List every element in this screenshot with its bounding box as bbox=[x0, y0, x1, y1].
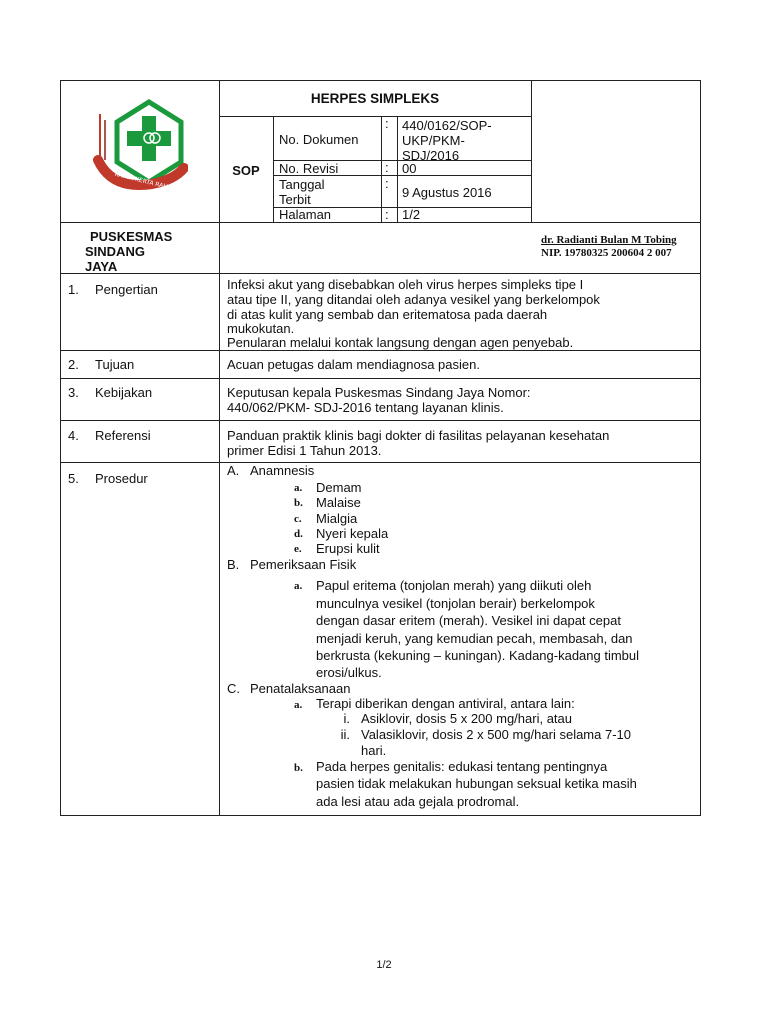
prosedur-a-marker: A. bbox=[227, 463, 240, 478]
anamnesis-item: Mialgia bbox=[316, 511, 358, 526]
list-marker: a. bbox=[294, 699, 303, 711]
sop-label: SOP bbox=[232, 163, 260, 178]
list-marker: a. bbox=[294, 482, 303, 494]
meta-label-no-dokumen: No. Dokumen bbox=[279, 132, 359, 147]
section-label-prosedur: Prosedur bbox=[95, 471, 148, 486]
list-marker: a. bbox=[294, 580, 303, 592]
page-number: 1/2 bbox=[376, 959, 392, 971]
org-name-line: SINDANG bbox=[85, 244, 145, 259]
org-name-line: PUSKESMAS bbox=[90, 229, 173, 244]
roman-marker: ii. bbox=[340, 727, 350, 742]
section-label-kebijakan: Kebijakan bbox=[95, 385, 153, 400]
terapi-line: Asiklovir, dosis 5 x 200 mg/hari, atau bbox=[361, 711, 572, 726]
meta-label-tanggal: Tanggal bbox=[279, 177, 325, 192]
document-title: HERPES SIMPLEKS bbox=[310, 91, 440, 106]
meta-sep: : bbox=[385, 207, 389, 222]
meta-sep: : bbox=[385, 160, 389, 175]
pengertian-line: atau tipe II, yang ditandai oleh adanya vesikel yang berkelompok bbox=[227, 292, 600, 307]
pemeriksaan-line: menjadi keruh, yang kemudian pecah, membasah, dan bbox=[316, 631, 633, 646]
anamnesis-item: Nyeri kepala bbox=[316, 526, 389, 541]
signer-name: dr. Radianti Bulan M Tobing bbox=[541, 234, 677, 246]
roman-marker: i. bbox=[343, 711, 350, 726]
meta-value-line: 440/0162/SOP- bbox=[402, 118, 492, 133]
anamnesis-item: Malaise bbox=[316, 495, 361, 510]
section-number: 3. bbox=[68, 385, 79, 400]
org-name-line: JAYA bbox=[85, 259, 118, 274]
puskesmas-logo bbox=[92, 98, 188, 196]
meta-value-tanggal-terbit: 9 Agustus 2016 bbox=[402, 185, 492, 200]
referensi-line: Panduan praktik klinis bagi dokter di fasilitas pelayanan kesehatan bbox=[227, 428, 610, 443]
anamnesis-item: Erupsi kulit bbox=[316, 541, 380, 556]
kebijakan-line: Keputusan kepala Puskesmas Sindang Jaya Nomor: bbox=[227, 385, 531, 400]
pengertian-line: mukokutan. bbox=[227, 321, 295, 336]
tujuan-line: Acuan petugas dalam mendiagnosa pasien. bbox=[227, 357, 480, 372]
list-marker: c. bbox=[294, 513, 302, 525]
meta-value-halaman: 1/2 bbox=[402, 207, 421, 222]
anamnesis-item: Demam bbox=[316, 480, 362, 495]
pemeriksaan-line: berkrusta (kekuning – kuningan). Kadang-kadang timbul bbox=[316, 648, 640, 663]
prosedur-c-title: Penatalaksanaan bbox=[250, 681, 351, 696]
prosedur-c-marker: C. bbox=[227, 681, 240, 696]
meta-label-terbit: Terbit bbox=[279, 192, 311, 207]
pengertian-line: Infeksi akut yang disebabkan oleh virus herpes simpleks tipe I bbox=[227, 277, 584, 292]
section-label-pengertian: Pengertian bbox=[95, 282, 158, 297]
meta-sep: : bbox=[385, 116, 389, 131]
penatalaksanaan-a-text: Terapi diberikan dengan antiviral, antara lain: bbox=[316, 696, 575, 711]
kebijakan-line: 440/062/PKM- SDJ-2016 tentang layanan klinis. bbox=[227, 400, 504, 415]
meta-label-halaman: Halaman bbox=[279, 207, 332, 222]
section-number: 2. bbox=[68, 357, 79, 372]
logo-motto: KARYA KERTA RAHARJA bbox=[114, 170, 182, 195]
prosedur-a-title: Anamnesis bbox=[250, 463, 315, 478]
section-number: 5. bbox=[68, 471, 79, 486]
pengertian-line: di atas kulit yang sembab dan eritematosa pada daerah bbox=[227, 307, 548, 322]
pemeriksaan-line: erosi/ulkus. bbox=[316, 665, 382, 680]
list-marker: b. bbox=[294, 762, 303, 774]
meta-label-no-revisi: No. Revisi bbox=[279, 161, 339, 176]
terapi-line: hari. bbox=[361, 743, 387, 758]
pemeriksaan-line: dengan dasar eritem (merah). Vesikel ini dapat cepat bbox=[316, 613, 621, 628]
list-marker: b. bbox=[294, 497, 303, 509]
pemeriksaan-line: munculnya vesikel (tonjolan berair) berkelompok bbox=[316, 596, 595, 611]
section-label-referensi: Referensi bbox=[95, 428, 151, 443]
meta-value-line: SDJ/2016 bbox=[402, 148, 460, 163]
section-number: 4. bbox=[68, 428, 79, 443]
pengertian-line: Penularan melalui kontak langsung dengan agen penyebab. bbox=[227, 335, 574, 350]
list-marker: d. bbox=[294, 528, 303, 540]
meta-value-no-revisi: 00 bbox=[402, 161, 417, 176]
prosedur-b-title: Pemeriksaan Fisik bbox=[250, 557, 357, 572]
terapi-line: Valasiklovir, dosis 2 x 500 mg/hari selama 7-10 bbox=[361, 727, 631, 742]
list-marker: e. bbox=[294, 543, 302, 555]
prosedur-b-marker: B. bbox=[227, 557, 240, 572]
meta-sep: : bbox=[385, 176, 389, 191]
signer-nip: NIP. 19780325 200604 2 007 bbox=[541, 247, 672, 259]
section-number: 1. bbox=[68, 282, 79, 297]
edukasi-line: Pada herpes genitalis: edukasi tentang pentingnya bbox=[316, 759, 608, 774]
edukasi-line: pasien tidak melakukan hubungan seksual ketika masih bbox=[316, 776, 637, 791]
pemeriksaan-line: Papul eritema (tonjolan merah) yang diikuti oleh bbox=[316, 578, 592, 593]
referensi-line: primer Edisi 1 Tahun 2013. bbox=[227, 443, 382, 458]
section-label-tujuan: Tujuan bbox=[95, 357, 135, 372]
meta-value-line: UKP/PKM- bbox=[402, 133, 465, 148]
edukasi-line: ada lesi atau ada gejala prodromal. bbox=[316, 794, 520, 809]
